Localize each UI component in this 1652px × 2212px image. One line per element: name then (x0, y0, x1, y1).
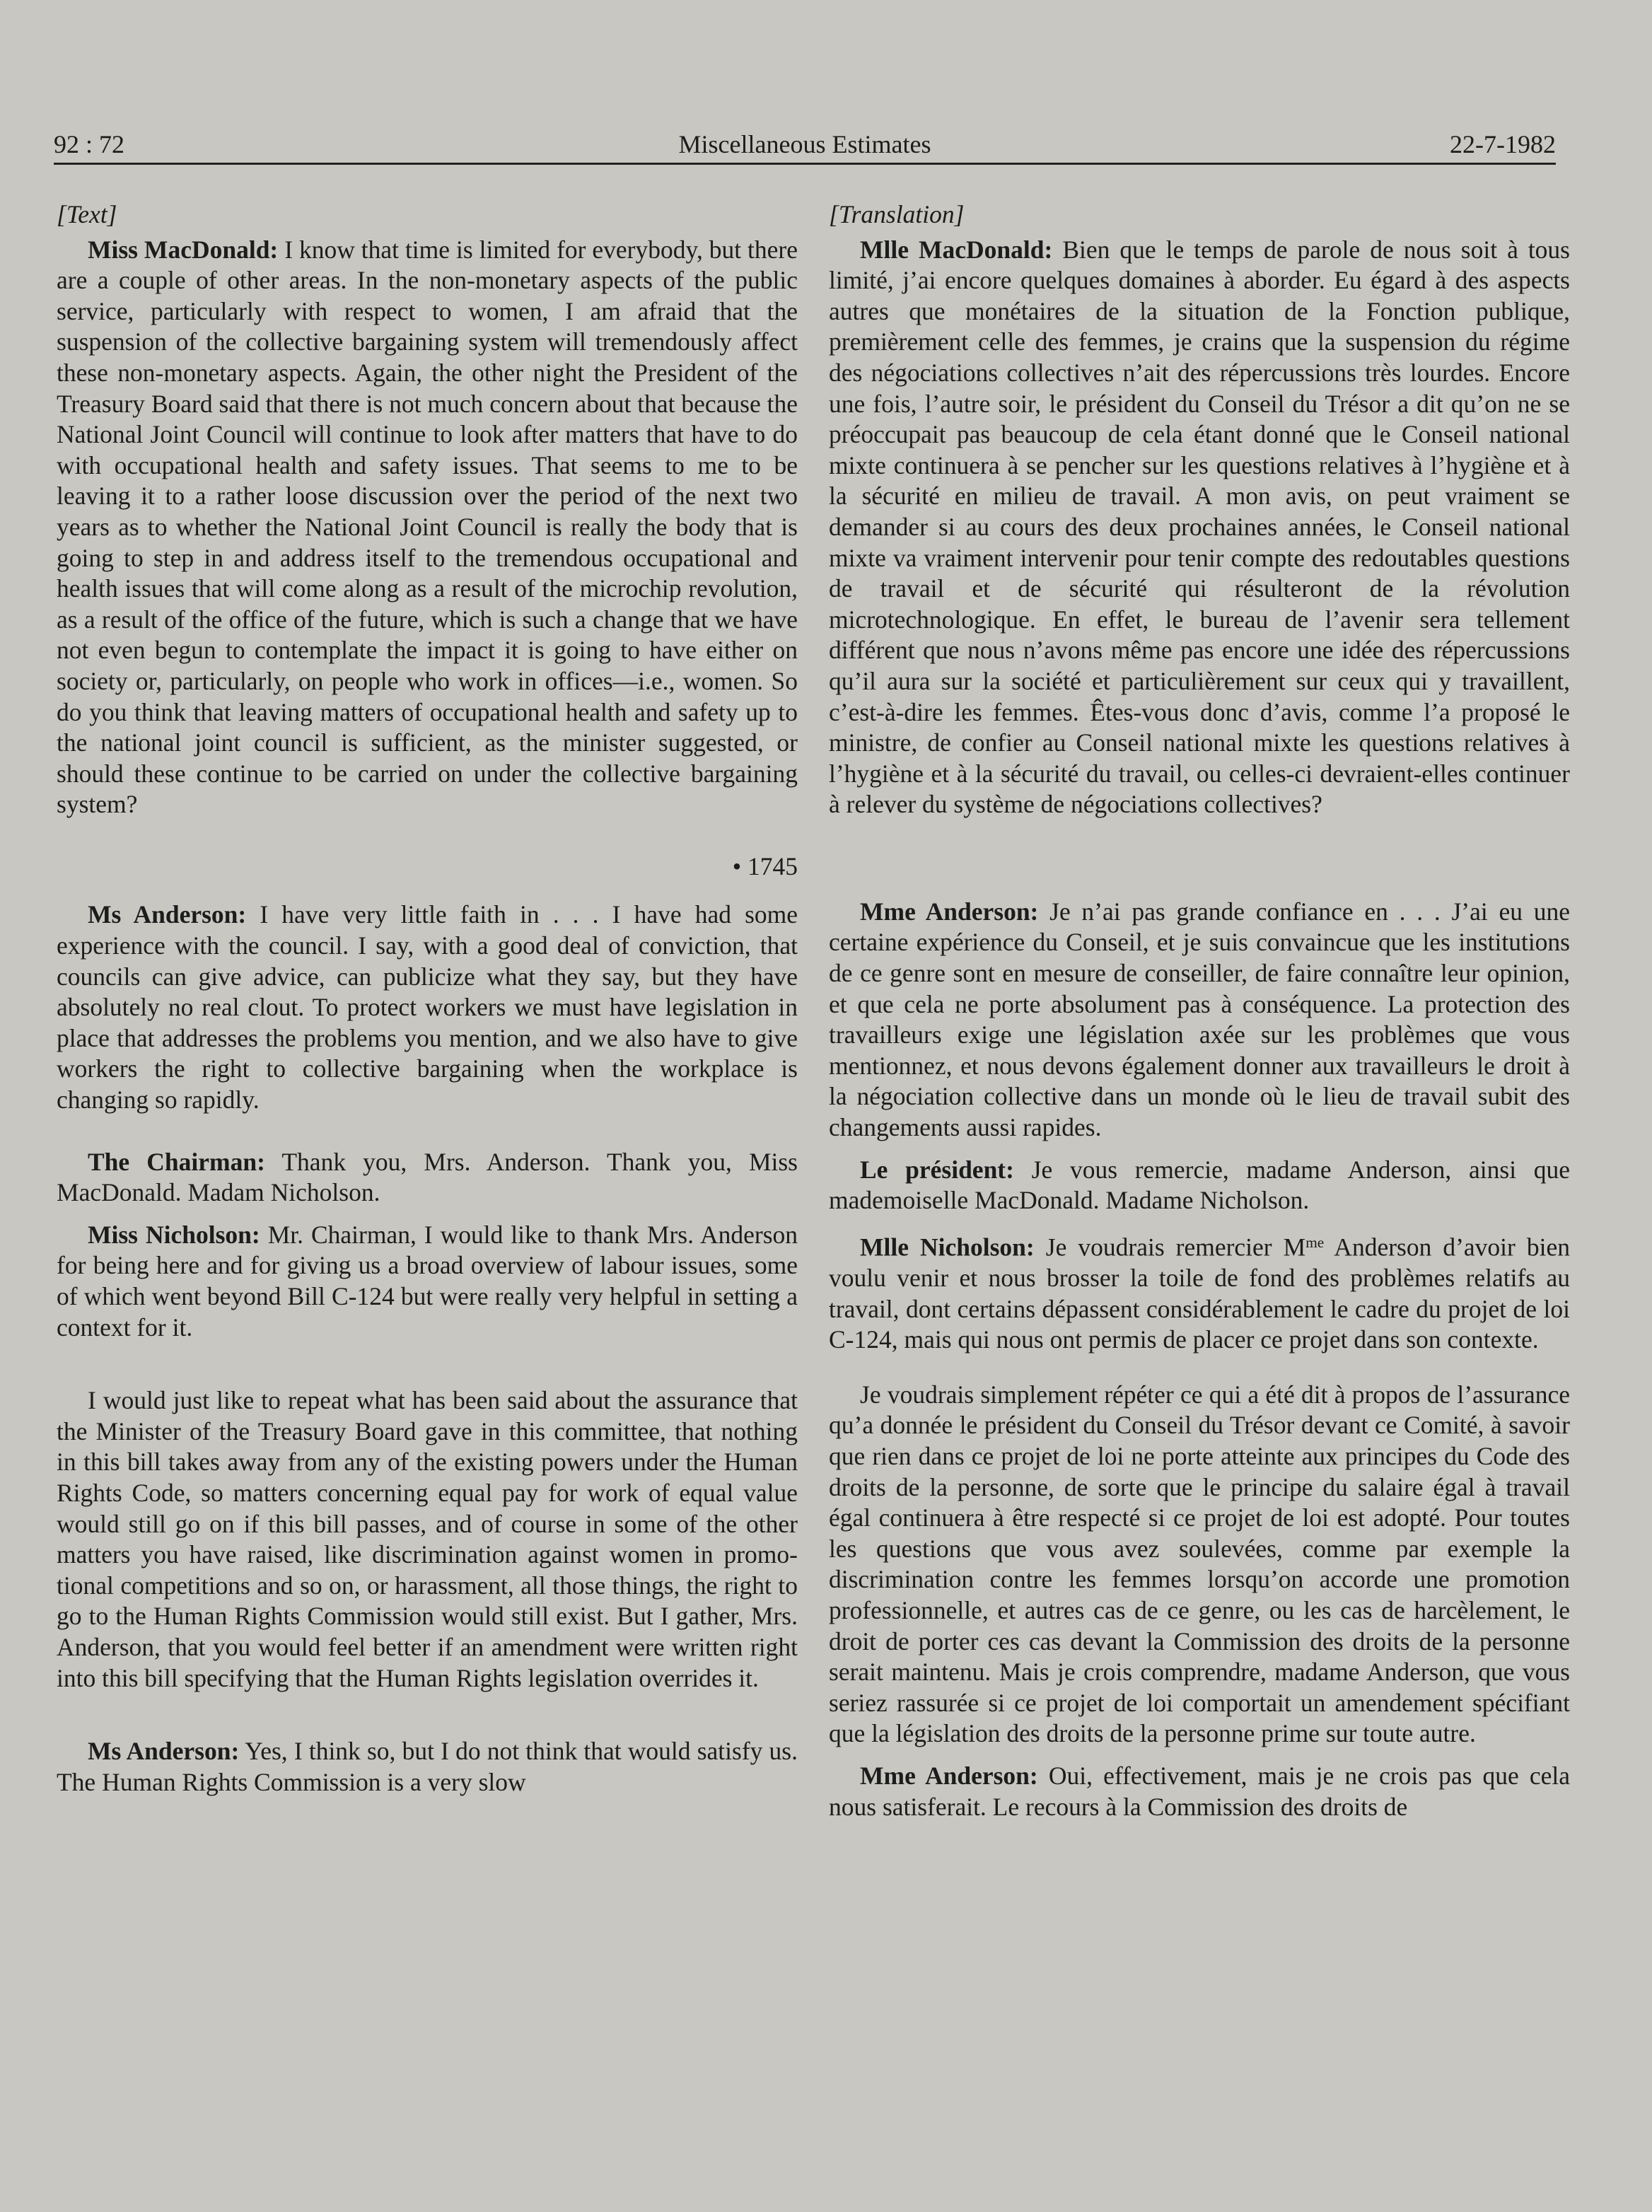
speech-text: Je n’ai pas grande confiance en . . . J’ai eu une certaine expérience du Conseil, et je suis convaincue que les institutions de ce genre sont en mesure de conseiller, de faire connaître leur opinion, et que cela ne porte absolument pas à conséquence. La protection des travailleurs exige une législation axée sur les problèmes que vous mentionnez, et nous devons également donner aux travailleurs le droit à la négociation collective dans un monde où le lieu de travail subit des changements aussi rapides. (829, 897, 1570, 1142)
speaker-name: Mlle MacDonald: (860, 235, 1053, 264)
speech-paragraph (829, 1155, 1570, 1216)
superscript: me (1305, 1233, 1325, 1251)
speech-paragraph (57, 1220, 798, 1343)
speaker-name: Le président: (860, 1155, 1014, 1184)
speech-text: Thank you, Mrs. Anderson. Thank you, Miss MacDonald. Madam Nicholson. (57, 1147, 798, 1207)
french-column (829, 199, 1570, 1822)
speech-text: I know that time is limited for everybody, but there are a couple of other areas. In the non-monetary aspects of the public service, particularly with respect to women, I am afraid that the suspension of the collective bargaining system will tremendously affect these non-monetary aspects. Again, the other night the President of the Treasury Board said that there is not much concern about that because the National Joint Council will continue to look after matters that have to do with occupational health and safety issues. That seems to me to be leaving it to a rather loose discussion over the period of the next two years as to whether the National Joint Council is really the body that is going to step in and address itself to the tremendous occupational and health issues that will come along as a result of the microchip revolution, as a result of the office of the future, which is such a change that we have not even begun to contemplate the impact it is going to have either on society or, particularly, on people who work in offices—i.e., women. So do you think that leaving matters of occupational health and safety up to the national joint council is sufficient, as the minister suggested, or should these continue to be carried on under the collective bargaining system? (57, 235, 798, 819)
time-marker: • 1745 (732, 851, 798, 880)
speech-paragraph (57, 235, 798, 820)
running-title: Miscellaneous Estimates (678, 130, 931, 158)
header-date: 22-7-1982 (1450, 130, 1556, 158)
column-label: [Text] (57, 200, 117, 228)
speech-paragraph (57, 1147, 798, 1209)
column-label: [Translation] (829, 200, 965, 228)
speaker-name: The Chairman: (88, 1147, 265, 1176)
page-header (54, 126, 1556, 163)
speech-text: Mr. Chairman, I would like to thank Mrs. Anderson for being here and for giving us a broad overview of labour issues, some of which went beyond Bill C-124 but were really very helpful in setting a context for it. (57, 1220, 798, 1341)
speech-paragraph (829, 897, 1570, 1143)
speech-paragraph (57, 1736, 798, 1798)
speaker-name: Mme Anderson: (860, 1762, 1038, 1791)
speaker-name: Ms Anderson: (88, 900, 247, 929)
speech-paragraph (57, 900, 798, 1115)
speech-text: Je voudrais remercier M (1045, 1233, 1306, 1262)
speaker-name: Mme Anderson: (860, 897, 1039, 926)
speech-paragraph (829, 1761, 1570, 1822)
speech-text: Yes, I think so, but I do not think that would satisfy us. The Human Rights Commission is a very slow (57, 1737, 798, 1796)
speech-paragraph: I would just like to repeat what has been said about the assurance that the Minister of the Treasury Board gave in this committee, that nothing in this bill takes away from any of the existing powers under the Human Rights Code, so matters concerning equal pay for work of equal value would still go on if this bill passes, and of course in some of the other matters you have raised, like discrimination against women in promotional competitions and so on, or harassment, all those things, the right to go to the Human Rights Commission would still exist. But I gather, Mrs. Anderson, that you would feel better if an amendment were written right into this bill specifying that the Human Rights legislation overrides it. (57, 1386, 798, 1692)
speech-paragraph (829, 1228, 1570, 1356)
speech-paragraph (829, 235, 1570, 820)
speaker-name: Mlle Nicholson: (860, 1233, 1035, 1262)
english-column (57, 199, 798, 1798)
speech-text: Bien que le temps de parole de nous soit à tous limité, j’ai encore quelques domaines à aborder. Eu égard à des aspects autres que monétaires de la situation de la Fonction publique, premièrement celle des femmes, je crains que la suspension du régime des négociations collectives n’ait des répercussions très lourdes. Encore une fois, l’autre soir, le président du Conseil du Trésor a dit qu’on ne se préoccupait pas beaucoup de cela étant donné que le Conseil national mixte continuera à se pencher sur les questions relatives à l’hygiène et à la sécurité en milieu de travail. A mon avis, on peut vraiment se demander si au cours des deux prochaines années, le Conseil national mixte va vraiment intervenir pour tenir compte des redoutables questions de travail et de sécurité qui résulteront de la révolution microtechnologique. En effet, le bureau de l’avenir sera tellement différent que nous n’avons même pas encore une idée des répercussions qu’il aura sur la société et particulièrement sur ceux qui y travaillent, c’est-à-dire les femmes. Êtes-vous donc d’avis, comme l’a proposé le ministre, de confier au Conseil national mixte les questions relatives à l’hygiène et à la sécurité du travail, ou celles-ci devraient-elles continuer à relever du système de négociations collectives? (829, 235, 1570, 819)
speech-text: I have very little faith in . . . I have had some experience with the council. I say, with a good deal of conviction, that councils can give advice, can publicize what they say, but they have absolutely no real clout. To protect workers we must have legislation in place that addresses the problems you mention, and we also have to give workers the right to collective bargaining when the workplace is changing so rapidly. (57, 900, 798, 1114)
speaker-name: Miss Nicholson: (88, 1220, 260, 1249)
page-number: 92 : 72 (54, 130, 125, 158)
header-rule (54, 163, 1556, 165)
speech-text: Oui, effectivement, mais je ne crois pas que cela nous satisferait. Le recours à la Commission des droits de (829, 1762, 1571, 1821)
speech-text: Je vous remercie, madame Anderson, ainsi que mademoiselle MacDonald. Madame Nicholson. (829, 1155, 1571, 1215)
speech-paragraph: Je voudrais simplement répéter ce qui a été dit à propos de l’assurance qu’a donnée le président du Conseil du Trésor devant ce Comité, à savoir que rien dans ce projet de loi ne porte atteinte aux principes du Code des droits de la personne, de sorte que le principe du salaire égal à travail égal continuera à être respecté si ce projet de loi est adopté. Pour toutes les questions que vous avez soulevées, comme par exemple la discrimination contre les femmes lorsqu’on accorde une promotion professionnelle, et autres cas de ce genre, ou les cas de harcèlement, le droit de porter ces cas devant la Commission des droits de la personne serait maintenu. Mais je crois comprendre, madame Anderson, que vous seriez rassurée si ce projet de loi comportait un amendement spécifiant que la législation des droits de la personne prime sur toute autre. (829, 1380, 1570, 1748)
speech-text: Anderson d’avoir bien voulu venir et nous brosser la toile de fond des problèmes relatifs au travail, dont certains dépassent considérablement le cadre du projet de loi C-124, mais qui nous ont permis de placer ce projet dans son contexte. (829, 1233, 1571, 1354)
speaker-name: Miss MacDonald: (88, 235, 279, 264)
speaker-name: Ms Anderson: (88, 1737, 240, 1766)
